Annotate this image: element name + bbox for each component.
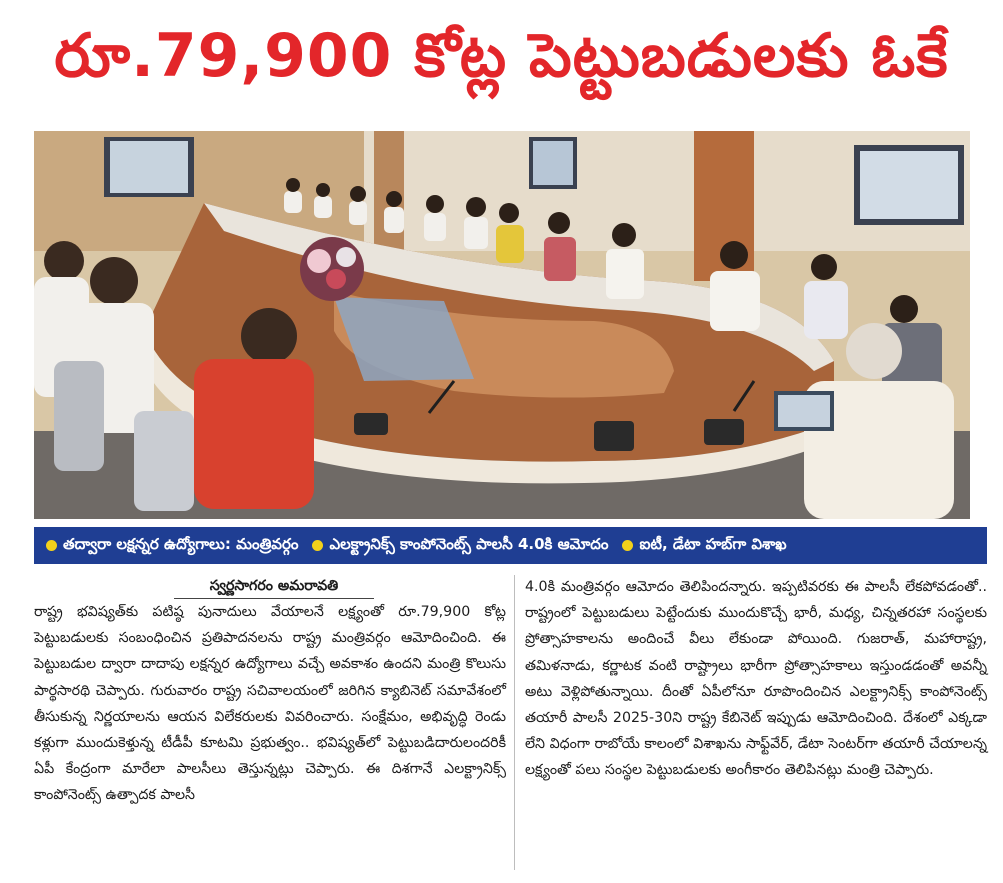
bullet-item-3: ఐటీ, డేటా హబ్‌గా విశాఖ (639, 534, 787, 553)
article-left-text: రాష్ట్ర భవిష్యత్‌కు పటిష్ఠ పునాదులు వేయాలనే లక్ష్యంతో రూ.79,900 కోట్ల పెట్టుబడులకు సంబంధించిన ప్రతిపాదనలను రాష్ట్ర మంత్రివర్గం ఆమోదించింది. ఈ పెట్టుబడుల ద్వారా దాదాపు లక్షన్నర ఉద్యోగాలు వచ్చే అవకాశం ఉందని మంత్రి కొలుసు పార్థసారథి చెప్పారు. గురువారం రాష్ట్ర సచివాలయంలో జరిగిన క్యాబినెట్ సమావేశంలో తీసుకున్న నిర్ణయాలను ఆయన విలేకరులకు వివరించారు. సంక్షేమం, అభివృద్ధి రెండు కళ్లుగా ముందుకెళ్తున్న టీడీపీ కూటమి ప్రభుత్వం.. భవిష్యత్‌లో పెట్టుబడిదారులందరికీ ఏపీ కేంద్రంగా మారేలా పాలసీలు తెస్తున్నట్లు చెప్పారు. ఈ దిశగానే ఎలక్ట్రానిక్స్ కాంపోనెంట్స్ ఉత్పాదక పాలసీ (34, 604, 506, 804)
column-divider (514, 575, 515, 870)
bullet-dot-icon (312, 540, 323, 551)
bullet-dot-icon (622, 540, 633, 551)
bullet-item-1: తద్వారా లక్షన్నర ఉద్యోగాలు: మంత్రివర్గం (63, 534, 299, 553)
article-left-column (34, 574, 506, 809)
bullet-item-2: ఎలక్ట్రానిక్స్ కాంపోనెంట్స్ పాలసీ 4.0కి ఆమోదం (329, 534, 609, 553)
bullet-dot-icon (46, 540, 57, 551)
cabinet-meeting-photo (34, 131, 970, 519)
bullet-bar (34, 527, 987, 564)
article-right-text: 4.0కి మంత్రివర్గం ఆమోదం తెలిపిందన్నారు. ఇప్పటివరకు ఈ పాలసీ లేకపోవడంతో.. రాష్ట్రంలో పెట్టుబడులు పెట్టేందుకు ముందుకొచ్చే భారీ, మధ్య, చిన్నతరహా సంస్థలకు ప్రోత్సాహకాలను అందించే వీలు లేకుండా పోయింది. గుజరాత్, మహారాష్ట్ర, తమిళనాడు, కర్ణాటక వంటి రాష్ట్రాలు భారీగా ప్రోత్సాహకాలు ఇస్తుండడంతో అవన్నీ అటు వెళ్లిపోతున్నాయి. దీంతో ఏపీలోనూ రూపొందించిన ఎలక్ట్రానిక్స్ కాంపోనెంట్స్ తయారీ పాలసీ 2025-30ని రాష్ట్ర కేబినెట్ ఇప్పుడు ఆమోదించింది. దేశంలో ఎక్కడా లేని విధంగా రాబోయే కాలంలో విశాఖను సాఫ్ట్‌వేర్, డేటా సెంటర్‌గా తయారీ చేయాలన్న లక్ష్యంతో పలు సంస్థల పెట్టుబడులకు అంగీకారం తెలిపినట్లు మంత్రి చెప్పారు. (525, 579, 987, 779)
dateline: స్వర్ణసాగరం అమరావతి (174, 574, 374, 599)
article-right-column (525, 574, 987, 784)
headline: రూ.79,900 కోట్ల పెట్టుబడులకు ఓకే (54, 21, 949, 91)
